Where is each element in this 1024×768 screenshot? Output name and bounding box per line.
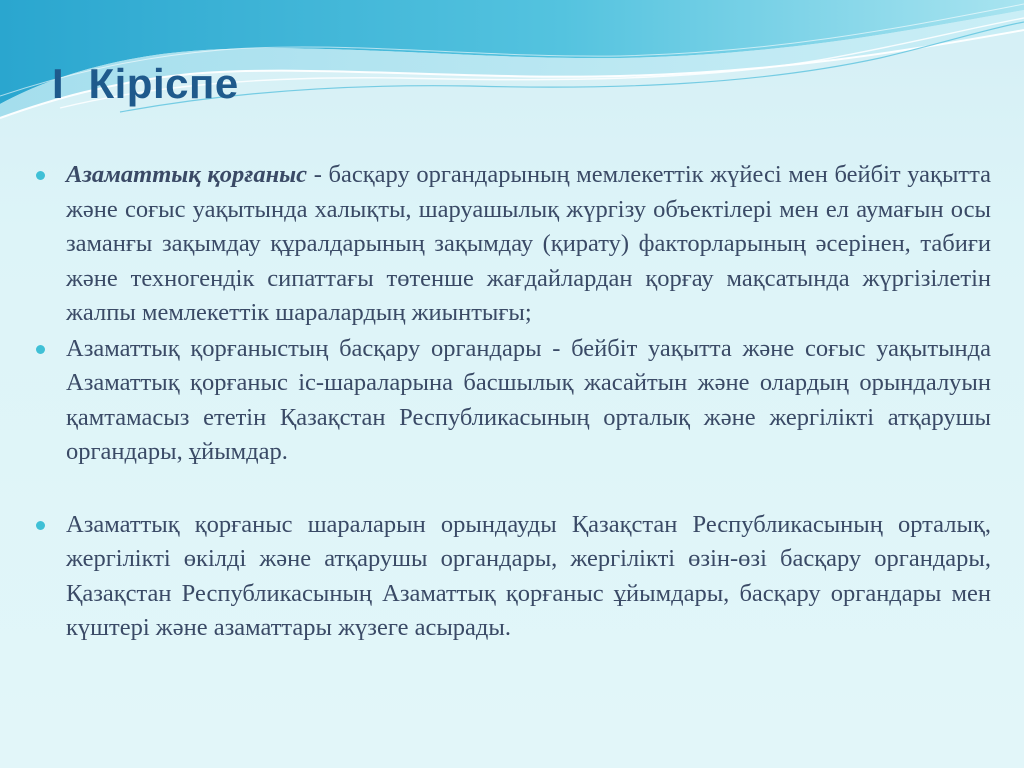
bullet-dot-icon	[36, 345, 45, 354]
bullet-list	[36, 158, 991, 646]
bullet-dot-icon	[36, 521, 45, 530]
list-item-text: - басқару органдарының мемлекеттік жүйесі мен бейбіт уақытта және соғыс уақытында халықты, шаруашылық жүргізу объектілері мен ел аумағын осы заманғы зақымдау құралдарының зақымдау (қирату) факторларының әсерінен, табиғи және техногендік сипаттағы төтенше жағдайлардан қорғау мақсатында жүргізілетін жалпы мемлекеттік шаралардың жиынтығы;	[66, 161, 991, 326]
list-item	[36, 332, 991, 470]
slide-title: I Кіріспе	[52, 60, 239, 107]
list-item-text: Азаматтық қорғаныстың басқару органдары - бейбіт уақытта және соғыс уақытында Азаматтық қорғаныс іс-шараларына басшылық жасайтын және олардың орындалуын қамтамасыз ететін Қазақстан Республикасының орталық және жергілікті атқарушы органдары, ұйымдар.	[66, 334, 991, 465]
term-emphasis: Азаматтық қорғаныс	[66, 161, 308, 188]
bullet-dot-icon	[36, 171, 45, 180]
list-item	[36, 158, 991, 331]
list-item-text: Азаматтық қорғаныс шараларын орындауды Қазақстан Республикасының орталық, жергілікті өкілді және атқарушы органдары, жергілікті өзін-өзі басқару органдары, Қазақстан Республикасының Азаматтық қорғаныс ұйымдары, басқару органдары мен күштері және азаматтары жүзеге асырады.	[66, 510, 991, 641]
list-item	[36, 508, 991, 646]
